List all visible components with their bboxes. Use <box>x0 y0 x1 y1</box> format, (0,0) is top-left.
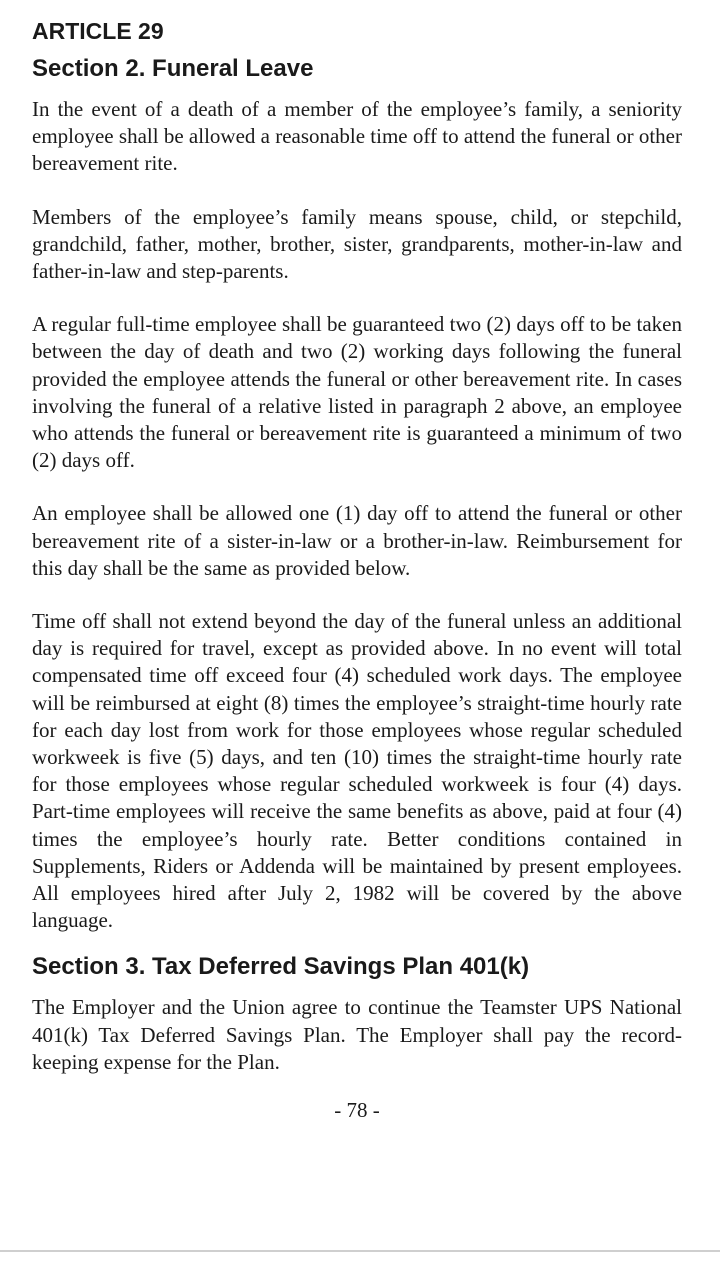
document-page <box>32 16 682 1123</box>
paragraph: The Employer and the Union agree to continue the Teamster UPS National 401(k) Tax Deferred Savings Plan. The Employer shall pay the record-keeping expense for the Plan. <box>32 995 682 1074</box>
bottom-divider <box>0 1250 720 1252</box>
paragraph: Members of the employee’s family means spouse, child, or stepchild, grandchild, father, mother, brother, sister, grandparents, mother-in-law and father-in-law and step-parents. <box>32 204 682 284</box>
paragraph: A regular full-time employee shall be guaranteed two (2) days off to be taken between the day of death and two (2) working days following the funeral provided the employee attends the funeral or other bereavement rite. In cases involving the funeral of a relative listed in paragraph 2 above, an employee who attends the funeral or bereavement rite is guaranteed a minimum of two (2) days off. <box>32 312 682 473</box>
section-3-body <box>32 994 682 1076</box>
page-number: - 78 - <box>334 1098 380 1123</box>
paragraph: Time off shall not extend beyond the day of the funeral unless an additional day is required for travel, except as provided above. In no event will total compensated time off exceed four (4) scheduled work days. The employee will be reimbursed at eight (8) times the employee’s straight-time hourly rate for each day lost from work for those employees whose regular scheduled workweek is five (5) days, and ten (10) times the straight-time hourly rate for those employees whose regular scheduled workweek is four (4) days. Part-time employees will receive the same benefits as above, paid at four (4) times the employee’s hourly rate. Better conditions contained in Supplements, Riders or Addenda will be maintained by present employees. All employees hired after July 2, 1982 will be covered by the above language. <box>32 609 682 933</box>
section-2-body <box>32 96 682 934</box>
section-3-heading: Section 3. Tax Deferred Savings Plan 401(k) <box>32 953 530 981</box>
paragraph: An employee shall be allowed one (1) day off to attend the funeral or other bereavement rite of a sister-in-law or a brother-in-law. Reimbursement for this day shall be the same as provided below. <box>32 501 682 580</box>
section-2-heading: Section 2. Funeral Leave <box>32 55 314 82</box>
article-heading: ARTICLE 29 <box>32 18 164 44</box>
paragraph: In the event of a death of a member of the employee’s family, a seniority employee shall be allowed a reasonable time off to attend the funeral or other bereavement rite. <box>32 97 682 176</box>
